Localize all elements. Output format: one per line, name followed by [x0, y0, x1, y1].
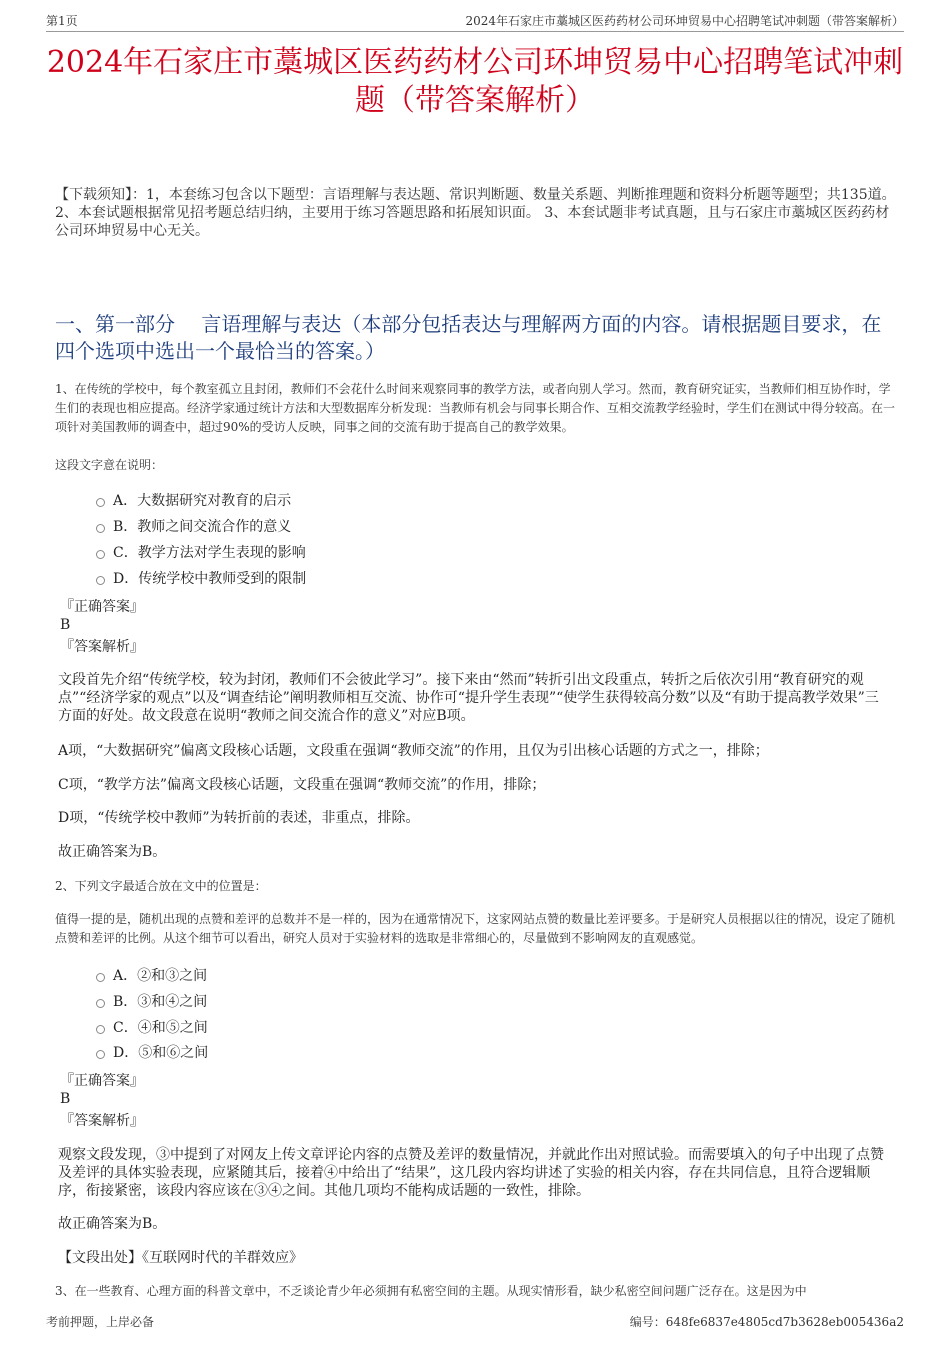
- q1-answer: B: [60, 617, 71, 633]
- radio-icon[interactable]: [96, 1025, 105, 1034]
- header-doc-title: 2024年石家庄市藁城区医药药材公司环坤贸易中心招聘笔试冲刺题（带答案解析）: [465, 14, 904, 28]
- radio-icon[interactable]: [96, 498, 105, 507]
- radio-icon[interactable]: [96, 1050, 105, 1059]
- radio-icon[interactable]: [96, 999, 105, 1008]
- q3-stem: 3、在一些教育、心理方面的科普文章中，不乏谈论青少年必须拥有私密空间的主题。从现实情形看，缺少私密空间问题广泛存在。这是因为中: [55, 1284, 807, 1298]
- q1-prompt: 这段文字意在说明：: [55, 458, 164, 472]
- header-divider: [46, 31, 904, 32]
- q1-option-d[interactable]: D．传统学校中教师受到的限制: [96, 570, 306, 588]
- q1-stem: 1、在传统的学校中，每个教室孤立且封闭，教师们不会花什么时间来观察同事的教学方法，或者向别人学习。然而，教育研究证实，当教师们相互协作时，学生们的表现也相应提高。经济学家通过统计方法和大型数据库分析发现：当教师有机会与同事长期合作、互相交流教学经验时，学生们在测试中得分较高。在一项针对美国教师的调查中，超过90%的受访人反映，同事之间的交流有助于提高自己的教学效果。: [55, 382, 896, 434]
- q2-option-c[interactable]: C．④和⑤之间: [96, 1019, 208, 1037]
- radio-icon[interactable]: [96, 973, 105, 982]
- q2-passage: 值得一提的是，随机出现的点赞和差评的总数并不是一样的，因为在通常情况下，这家网站点赞的数量比差评要多。于是研究人员根据以往的情况，设定了随机点赞和差评的比例。从这个细节可以看出，研究人员对于实验材料的选取是非常细心的，尽量做到不影响网友的直观感觉。: [55, 912, 896, 945]
- q2-analysis-para: 故正确答案为B。: [58, 1216, 167, 1232]
- q1-analysis-para: D项，“传统学校中教师”为转折前的表述，非重点，排除。: [58, 810, 420, 826]
- radio-icon[interactable]: [96, 550, 105, 559]
- radio-icon[interactable]: [96, 524, 105, 533]
- q1-analysis-para: 故正确答案为B。: [58, 844, 167, 860]
- q2-analysis-para: 观察文段发现，③中提到了对网友上传文章评论内容的点赞及差评的数量情况，并就此作出对照试验。而需要填入的句子中出现了点赞及差评的具体实验表现，应紧随其后，接着④中给出了“结果”，这几段内容均讲述了实验的相关内容，存在共同信息，且符合逻辑顺序，衔接紧密，该段内容应该在③④之间。其他几项均不能构成话题的一致性，排除。: [58, 1147, 884, 1199]
- q2-stem: 2、下列文字最适合放在文中的位置是：: [55, 879, 267, 893]
- q2-option-b[interactable]: B．③和④之间: [96, 993, 207, 1011]
- q2-option-a[interactable]: A．②和③之间: [96, 967, 207, 985]
- q1-answer-label: 『正确答案』: [60, 599, 144, 615]
- q2-analysis-label: 『答案解析』: [60, 1113, 144, 1129]
- q2-answer: B: [60, 1091, 71, 1107]
- footer-doc-id: 编号：648fe6837e4805cd7b3628eb005436a2: [629, 1315, 904, 1329]
- q1-option-b[interactable]: B．教师之间交流合作的意义: [96, 518, 291, 536]
- q1-analysis-label: 『答案解析』: [60, 639, 144, 655]
- download-notice: 【下载须知】：1，本套练习包含以下题型：言语理解与表达题、常识判断题、数量关系题、判断推理题和资料分析题等题型；共135道。 2、本套试题根据常见招考题总结归纳，主要用于练习答题思路和拓展知识面。 3、本套试题非考试真题，且与石家庄市藁城区医药药材公司环坤贸易中心无关。: [55, 187, 896, 239]
- section-heading: 一、第一部分 言语理解与表达（本部分包括表达与理解两方面的内容。请根据题目要求，在四个选项中选出一个最恰当的答案。）: [55, 312, 882, 363]
- doc-title: 2024年石家庄市藁城区医药药材公司环坤贸易中心招聘笔试冲刺题（带答案解析）: [46, 45, 904, 118]
- q2-option-d[interactable]: D．⑤和⑥之间: [96, 1044, 208, 1062]
- radio-icon[interactable]: [96, 576, 105, 585]
- page-number: 第1页: [46, 14, 78, 28]
- q1-analysis-para: 文段首先介绍“传统学校，较为封闭，教师们不会彼此学习”。接下来由“然而”转折引出文段重点，转折之后依次引用“教育研究的观点”“经济学家的观点”以及“调查结论”阐明教师相互交流、协作可“提升学生表现”“使学生获得较高分数”以及“有助于提高教学效果”三方面的好处。故文段意在说明“教师之间交流合作的意义”对应B项。: [58, 672, 879, 724]
- q2-source: 【文段出处】《互联网时代的羊群效应》: [58, 1250, 303, 1266]
- q1-analysis-para: A项，“大数据研究”偏离文段核心话题，文段重在强调“教师交流”的作用，且仅为引出核心话题的方式之一，排除；: [58, 743, 769, 759]
- footer-slogan: 考前押题，上岸必备: [46, 1315, 155, 1329]
- q1-analysis-para: C项，“教学方法”偏离文段核心话题，文段重在强调“教师交流”的作用，排除；: [58, 777, 546, 793]
- q1-option-c[interactable]: C．教学方法对学生表现的影响: [96, 544, 306, 562]
- q1-option-a[interactable]: A．大数据研究对教育的启示: [96, 492, 291, 510]
- q2-answer-label: 『正确答案』: [60, 1073, 144, 1089]
